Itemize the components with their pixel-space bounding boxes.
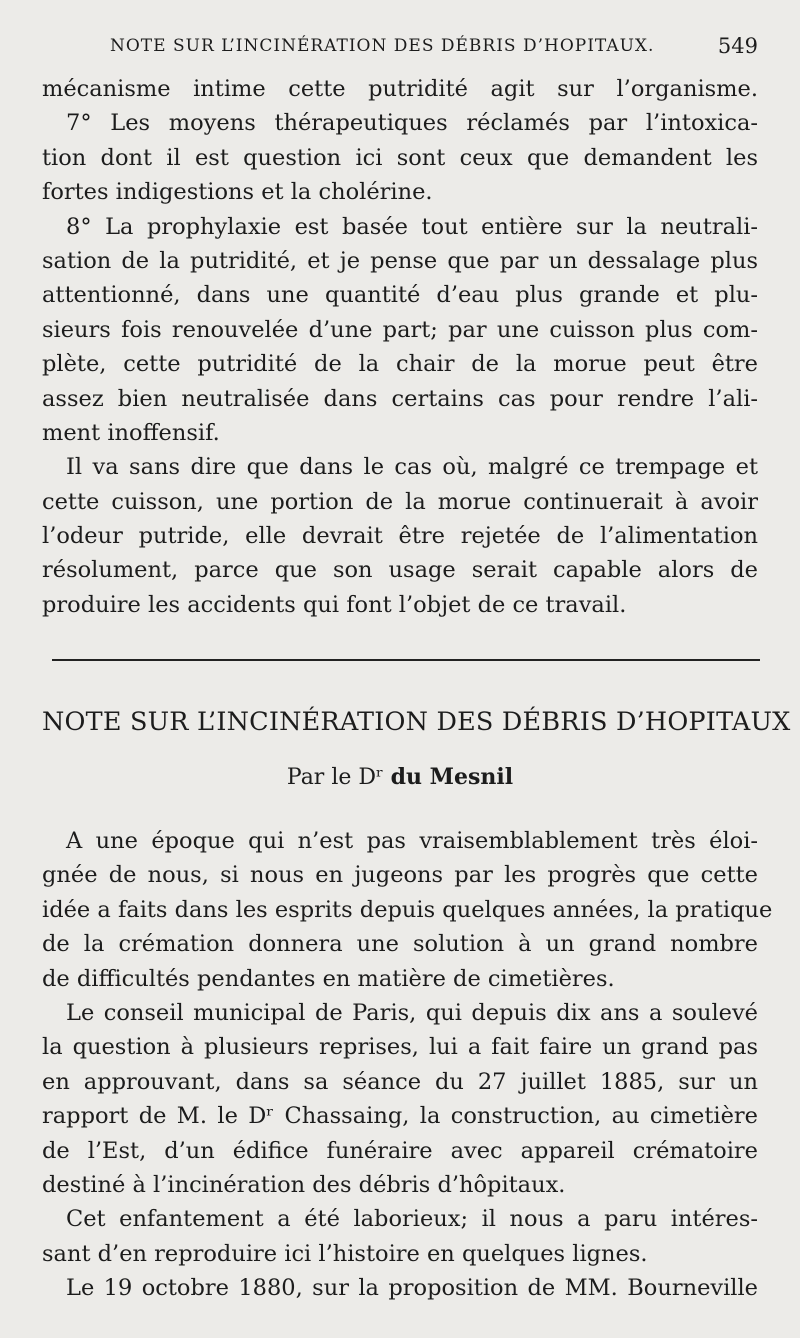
page-number: 549 [717, 34, 758, 58]
text-line: sation de la putridité, et je pense que par un dessalage plus [42, 247, 758, 274]
text-line: 7° Les moyens thérapeutiques réclamés par l’intoxica- [66, 110, 758, 137]
text-line: fortes indigestions et la cholérine. [42, 179, 433, 206]
text-line: de difficultés pendantes en matière de cimetières. [42, 965, 615, 992]
text-line: attentionné, dans une quantité d’eau plus grande et plu- [42, 282, 758, 309]
previous-article-text [42, 72, 758, 622]
article-title: NOTE SUR L’INCINÉRATION DES DÉBRIS D’HOPITAUX [42, 707, 791, 737]
running-head-title: NOTE SUR L’INCINÉRATION DES DÉBRIS D’HOPITAUX. [110, 36, 655, 56]
text-line: idée a faits dans les esprits depuis quelques années, la pratique [42, 896, 773, 923]
section-divider [52, 659, 760, 661]
byline [0, 764, 800, 790]
article-body [42, 824, 773, 1305]
byline-prefix: Par le Dʳ [286, 765, 384, 790]
text-line: sant d’en reproduire ici l’histoire en quelques lignes. [42, 1240, 648, 1267]
text-line: l’odeur putride, elle devrait être rejetée de l’alimentation [42, 523, 758, 550]
text-line: ment inoffensif. [42, 419, 220, 446]
text-line: en approuvant, dans sa séance du 27 juillet 1885, sur un [42, 1068, 758, 1095]
text-line: assez bien neutralisée dans certains cas pour rendre l’ali- [42, 385, 758, 412]
text-line: destiné à l’incinération des débris d’hôpitaux. [42, 1171, 566, 1198]
text-line: Le conseil municipal de Paris, qui depuis dix ans a soulevé [66, 999, 758, 1026]
text-line: la question à plusieurs reprises, lui a fait faire un grand pas [42, 1034, 758, 1061]
text-line: cette cuisson, une portion de la morue continuerait à avoir [42, 488, 758, 515]
text-line: plète, cette putridité de la chair de la morue peut être [42, 351, 758, 378]
text-line: mécanisme intime cette putridité agit sur l’organisme. [42, 76, 758, 102]
text-line: sieurs fois renouvelée d’une part; par une cuisson plus com- [42, 316, 758, 343]
running-head [0, 36, 800, 62]
text-line: Le 19 octobre 1880, sur la proposition de MM. Bourneville [66, 1275, 758, 1302]
text-line: rapport de M. le Dʳ Chassaing, la construction, au cimetière [42, 1103, 758, 1130]
text-line: de la crémation donnera une solution à un grand nombre [42, 931, 758, 958]
text-line: A une époque qui n’est pas vraisemblablement très éloi- [66, 828, 758, 854]
text-line: 8° La prophylaxie est basée tout entière sur la neutrali- [66, 213, 758, 240]
text-line: résolument, parce que son usage serait capable alors de [42, 557, 758, 584]
text-line: Il va sans dire que dans le cas où, malgré ce trempage et [66, 454, 758, 481]
author-name: du Mesnil [390, 764, 514, 790]
text-line: Cet enfantement a été laborieux; il nous a paru intéres- [66, 1206, 758, 1233]
text-line: gnée de nous, si nous en jugeons par les progrès que cette [42, 862, 758, 889]
text-line: produire les accidents qui font l’objet de ce travail. [42, 591, 627, 618]
text-line: tion dont il est question ici sont ceux que demandent les [42, 144, 758, 171]
text-line: de l’Est, d’un édifice funéraire avec appareil crématoire [42, 1137, 758, 1164]
